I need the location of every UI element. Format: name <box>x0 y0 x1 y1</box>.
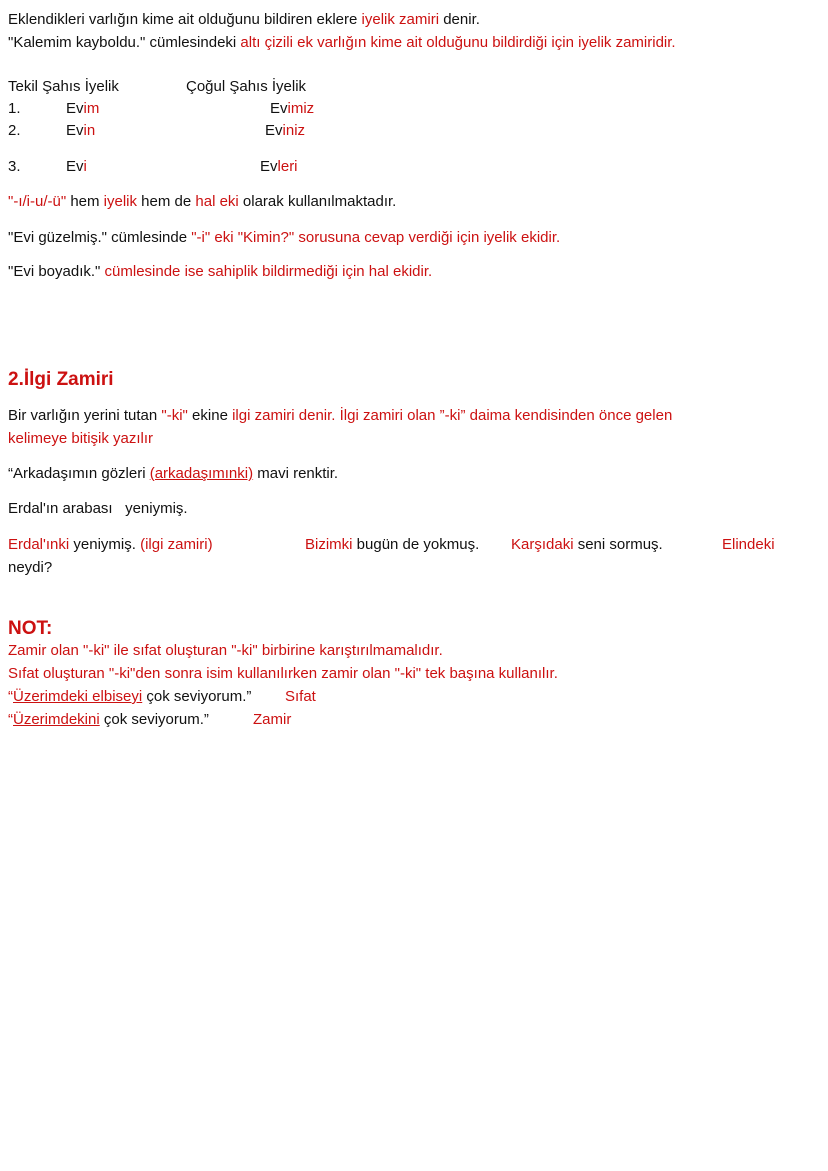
example-text: "Evi güzelmiş." cümlesinde <box>8 229 192 246</box>
word-root: Ev <box>66 158 84 175</box>
example-bizimki <box>305 535 479 555</box>
intro-line-1 <box>8 10 480 30</box>
section-title: 2.İlgi Zamiri <box>8 369 114 390</box>
example-arkadas <box>8 464 338 484</box>
intro-text: Eklendikleri varlığın kime ait olduğunu bildiren eklere <box>8 11 362 28</box>
suffix-highlight: hal eki <box>195 193 239 210</box>
example-highlight: "-i" eki "Kimin?" sorusuna cevap verdiği için iyelik ekidir. <box>191 229 561 246</box>
table-row-number: 1. <box>8 100 21 117</box>
definition-highlight: "-ki" <box>161 407 188 424</box>
table-row-singular <box>66 99 99 119</box>
quote-mark: “ <box>8 688 13 705</box>
definition-line-1 <box>8 406 672 426</box>
example-text: mavi renktir. <box>253 465 339 482</box>
definition-text: ekine <box>187 407 233 424</box>
note-title: NOT: <box>8 618 53 639</box>
example-hal-eki <box>8 262 432 282</box>
example-neydi: neydi? <box>8 559 53 576</box>
word-suffix: imiz <box>287 100 315 117</box>
definition-highlight: ilgi zamiri denir. İlgi zamiri olan ”-ki” daima kendisinden önce gelen <box>232 407 673 424</box>
example-karsidaki <box>511 535 663 555</box>
example-highlight: Karşıdaki <box>511 536 574 553</box>
table-row-singular <box>66 157 87 177</box>
example-text: bugün de yokmuş. <box>352 536 480 553</box>
note-example-sifat <box>8 687 251 707</box>
table-row-number: 3. <box>8 158 21 175</box>
intro-highlight: altı çizili ek varlığın kime ait olduğunu bildirdiği için iyelik zamiridir. <box>240 34 676 51</box>
table-row-number: 2. <box>8 122 21 139</box>
note-line-2: Sıfat oluşturan "-ki"den sonra isim kullanılırken zamir olan "-ki" tek başına kullanılır. <box>8 665 558 682</box>
word-root: Ev <box>66 122 84 139</box>
suffix-text: hem de <box>137 193 196 210</box>
definition-text: Bir varlığın yerini tutan <box>8 407 162 424</box>
word-root: Ev <box>270 100 288 117</box>
example-elindeki: Elindeki <box>722 536 775 553</box>
example-text: çok seviyorum.” <box>142 688 252 705</box>
word-suffix: i <box>83 158 87 175</box>
intro-text: "Kalemim kayboldu." cümlesindeki <box>8 34 241 51</box>
example-highlight: Üzerimdeki elbiseyi <box>13 688 143 705</box>
table-row-plural <box>265 121 305 141</box>
intro-highlight: iyelik zamiri <box>361 11 440 28</box>
suffix-text: olarak kullanılmaktadır. <box>238 193 397 210</box>
example-highlight: cümlesinde ise sahiplik bildirmediği için hal ekidir. <box>104 263 433 280</box>
suffix-highlight: iyelik <box>103 193 138 210</box>
example-highlight: Bizimki <box>305 536 353 553</box>
word-suffix: iniz <box>282 122 306 139</box>
table-row-plural <box>270 99 314 119</box>
suffix-note <box>8 192 396 212</box>
example-text: "Evi boyadık." <box>8 263 105 280</box>
suffix-highlight: "-ı/i-u/-ü" <box>8 193 67 210</box>
table-header-singular: Tekil Şahıs İyelik <box>8 78 119 95</box>
intro-text: denir. <box>439 11 480 28</box>
example-iyelik <box>8 228 560 248</box>
word-suffix: leri <box>277 158 298 175</box>
definition-line-2: kelimeye bitişik yazılır <box>8 430 154 447</box>
example-highlight: (arkadaşımınki) <box>149 465 254 482</box>
word-root: Ev <box>66 100 84 117</box>
example-highlight: Üzerimdekini <box>13 711 100 728</box>
word-suffix: in <box>83 122 96 139</box>
example-text: “Arkadaşımın gözleri <box>8 465 150 482</box>
note-label-sifat: Sıfat <box>285 688 316 705</box>
example-highlight: Erdal'ınki <box>8 536 70 553</box>
suffix-text: hem <box>66 193 104 210</box>
intro-line-2 <box>8 33 676 53</box>
example-text: yeniymiş. <box>69 536 141 553</box>
word-root: Ev <box>260 158 278 175</box>
table-row-singular <box>66 121 95 141</box>
example-text: çok seviyorum.” <box>99 711 209 728</box>
table-header-plural: Çoğul Şahıs İyelik <box>186 78 307 95</box>
word-root: Ev <box>265 122 283 139</box>
word-suffix: im <box>83 100 100 117</box>
note-example-zamir <box>8 710 209 730</box>
example-erdal: Erdal'ın arabası yeniymiş. <box>8 500 188 517</box>
example-erdalinki <box>8 535 213 555</box>
table-row-plural <box>260 157 298 177</box>
example-text: seni sormuş. <box>573 536 663 553</box>
example-highlight: (ilgi zamiri) <box>140 536 213 553</box>
note-line-1: Zamir olan "-ki" ile sıfat oluşturan "-ki" birbirine karıştırılmamalıdır. <box>8 642 443 659</box>
note-label-zamir: Zamir <box>253 711 292 728</box>
quote-mark: “ <box>8 711 13 728</box>
